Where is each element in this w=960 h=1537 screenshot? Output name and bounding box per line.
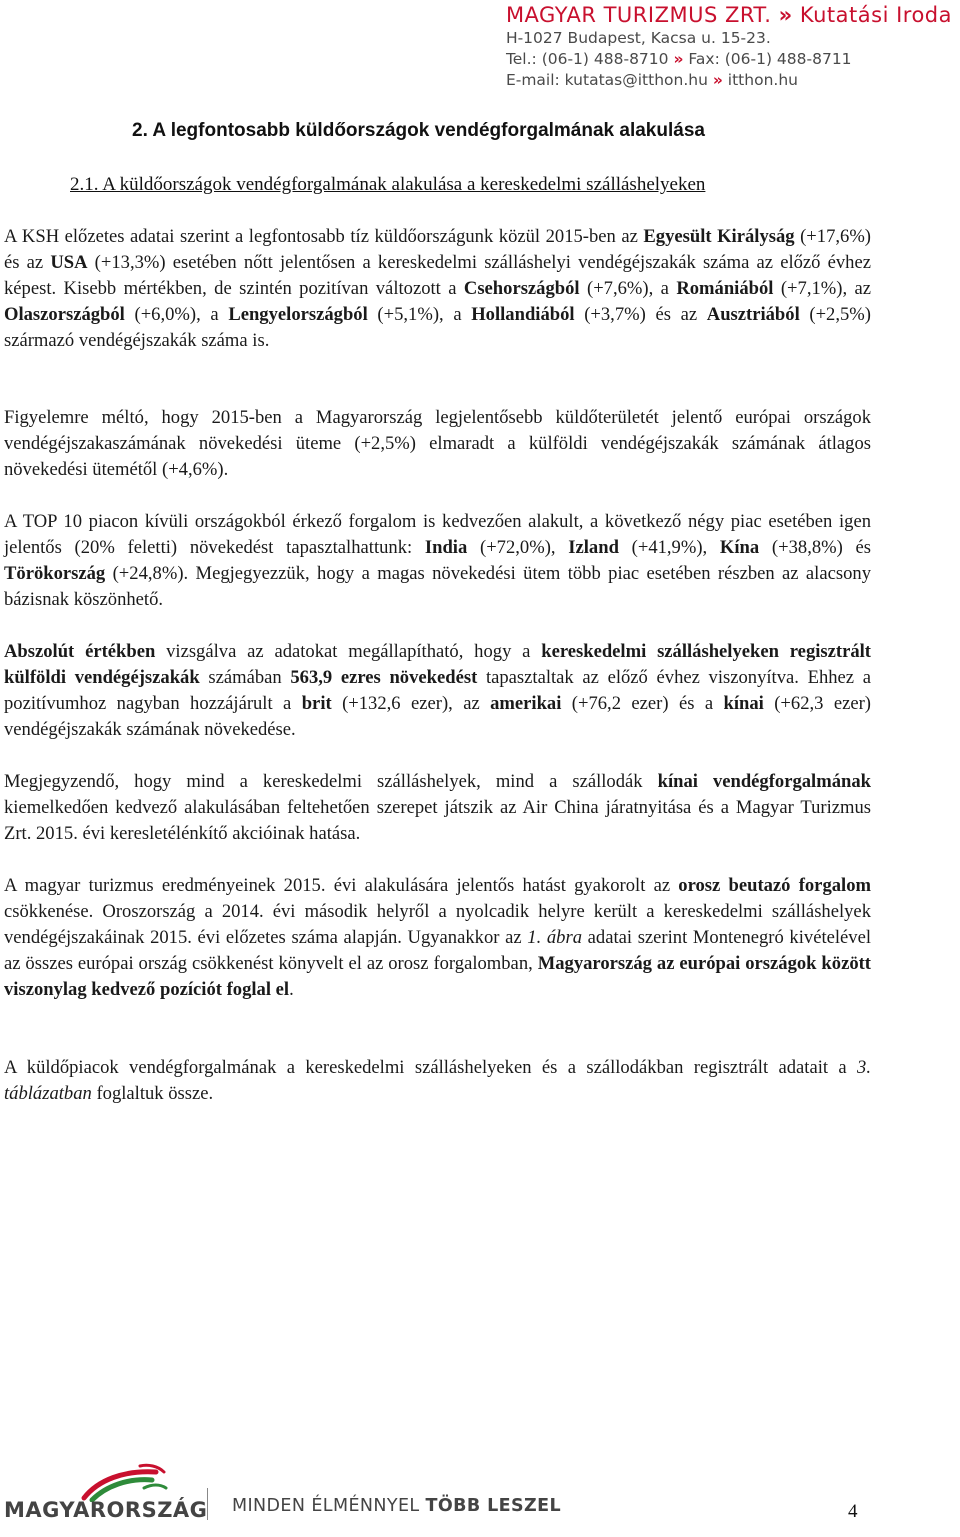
website-link[interactable]: itthon.hu — [727, 71, 798, 89]
phone: Tel.: (06-1) 488-8710 — [505, 50, 669, 68]
page-number: 4 — [848, 1501, 858, 1522]
magyarorszag-logo-icon — [78, 1462, 168, 1502]
text-run: foglaltuk össze. — [91, 1083, 214, 1104]
text-run: A küldőpiacok vendégforgalmának a kereskedelmi szálláshelyeken és a szállodákban regisztrált adatait a — [4, 1057, 858, 1078]
text-run: (+5,1%), a — [367, 304, 472, 325]
paragraph-1 — [4, 224, 871, 354]
text-run: (+17,6%) és az — [4, 226, 871, 273]
footer-slogan — [232, 1496, 561, 1516]
emphasis-bold: Egyesült Királyság — [643, 226, 795, 247]
text-run: (+38,8%) és — [759, 537, 872, 558]
letterhead-phone-line — [506, 49, 952, 70]
emphasis-bold: kínai vendégforgalmának — [657, 771, 871, 792]
text-run: adatai szerint Montenegró kivételével az összes európai ország csökkenést könyvelt el az orosz forgalomban, — [4, 927, 871, 974]
emphasis-bold: Abszolút értékben — [4, 641, 156, 662]
paragraph-6 — [4, 873, 871, 1003]
text-run: vizsgálva az adatokat megállapítható, hogy a — [155, 641, 542, 662]
emphasis-bold: Ausztriából — [706, 304, 800, 325]
letterhead-contact-line — [506, 70, 952, 91]
paragraph-2 — [4, 405, 871, 483]
emphasis-italic: 3. táblázatban — [4, 1057, 871, 1104]
text-run: (+3,7%) és az — [574, 304, 707, 325]
text-run: kiemelkedően kedvező alakulásában feltehetően szerepet játszik az Air China járatnyitása és a Magyar Turizmus Zrt. 2015. évi keresletélénkítő akcióinak hatása. — [4, 797, 871, 844]
emphasis-bold: Kína — [719, 537, 760, 558]
logo-wordmark: MAGYARORSZÁG — [4, 1498, 208, 1522]
text-run: (+2,5%) származó vendégéjszakák száma is. — [4, 304, 871, 351]
text-run: A TOP 10 piacon kívüli országokból érkező forgalom is kedvezően alakult, a következő négy piac esetében igen jelentős (20% feletti) növekedést tapasztalhattunk: — [4, 511, 871, 558]
emphasis-bold: Törökország — [4, 563, 106, 584]
emphasis-bold: USA — [50, 252, 88, 273]
emphasis-bold: orosz beutazó forgalom — [678, 875, 871, 896]
emphasis-bold: India — [424, 537, 468, 558]
emphasis-bold: 563,9 ezres növekedést — [290, 667, 478, 688]
text-run: számában — [199, 667, 291, 688]
emphasis-bold: Lengyelországból — [228, 304, 368, 325]
text-run: (+6,0%), a — [124, 304, 229, 325]
text-run: Figyelemre méltó, hogy 2015-ben a Magyarország legjelentősebb küldőterületét jelentő európai országok vendégéjszakaszámának növekedési üteme (+2,5%) elmaradt a külföldi vendégéjszakák számának átlagos növekedési ütemétől (+4,6%). — [4, 407, 871, 480]
paragraph-3 — [4, 509, 871, 613]
subsection-title: 2.1. A küldőországok vendégforgalmának alakulása a kereskedelmi szálláshelyeken — [70, 174, 706, 195]
text-run: (+132,6 ezer), az — [331, 693, 491, 714]
text-run: (+76,2 ezer) és a — [561, 693, 724, 714]
slogan-bold: TÖBB LESZEL — [425, 1496, 562, 1516]
page-footer — [0, 1460, 960, 1537]
text-run: (+62,3 ezer) vendégéjszakák számának növekedése. — [4, 693, 872, 740]
slogan-regular: MINDEN ÉLMÉNNYEL — [232, 1496, 420, 1516]
text-run: . — [289, 979, 294, 1000]
emphasis-italic: 1. ábra — [527, 927, 582, 948]
text-run: (+24,8%). Megjegyezzük, hogy a magas növekedési ütem több piac esetében részben az alacsony bázisnak köszönhető. — [4, 563, 871, 610]
text-run: (+7,6%), a — [579, 278, 677, 299]
text-run: tapasztaltak az előző évhez viszonyítva. Ehhez a pozitívumhoz nagyban hozzájárult a — [4, 667, 871, 714]
separator-icon: » — [712, 71, 723, 89]
letterhead-address: H-1027 Budapest, Kacsa u. 15-23. — [505, 29, 771, 47]
text-run: (+13,3%) esetében nőtt jelentősen a kereskedelmi szálláshelyi vendégéjszakák száma az előző évhez képest. Kisebb mértékben, de szintén pozitívan változott a — [4, 252, 871, 299]
emphasis-bold: Romániából — [676, 278, 774, 299]
text-run: (+72,0%), — [467, 537, 569, 558]
emphasis-bold: brit — [301, 693, 332, 714]
text-run: Megjegyzendő, hogy mind a kereskedelmi szálláshelyek, mind a szállodák — [4, 771, 658, 792]
footer-divider — [207, 1488, 208, 1520]
section-title: 2. A legfontosabb küldőországok vendégforgalmának alakulása — [132, 120, 705, 141]
emphasis-bold: amerikai — [490, 693, 562, 714]
text-run: A magyar turizmus eredményeinek 2015. évi alakulására jelentős hatást gyakorolt az — [4, 875, 679, 896]
emphasis-bold: kereskedelmi szálláshelyeken regisztrált külföldi vendégéjszakák — [4, 641, 871, 688]
emphasis-bold: Magyarország az európai országok között viszonylag kedvező pozíciót foglal el — [4, 953, 871, 1000]
fax: Fax: (06-1) 488-8711 — [688, 50, 852, 68]
emphasis-bold: Izland — [568, 537, 619, 558]
paragraph-5 — [4, 769, 871, 847]
org-name: MAGYAR TURIZMUS ZRT. — [505, 3, 772, 27]
text-run: csökkenése. Oroszország a 2014. évi második helyről a nyolcadik helyre került a kereskedelmi szálláshelyek vendégéjszakáinak 2015. évi előzetes száma alapján. Ugyanakkor az — [4, 901, 871, 948]
emphasis-bold: Olaszországból — [4, 304, 125, 325]
emphasis-bold: kínai — [723, 693, 764, 714]
email-link[interactable]: E-mail: kutatas@itthon.hu — [505, 71, 708, 89]
text-run: A KSH előzetes adatai szerint a legfontosabb tíz küldőországunk közül 2015-ben az — [4, 226, 644, 247]
text-run: (+41,9%), — [618, 537, 720, 558]
paragraph-7 — [4, 1055, 871, 1107]
emphasis-bold: Hollandiából — [471, 304, 575, 325]
org-unit: Kutatási Iroda — [799, 3, 952, 27]
letterhead — [506, 2, 952, 91]
separator-icon: » — [673, 50, 684, 68]
text-run: (+7,1%), az — [773, 278, 871, 299]
letterhead-org-line — [506, 2, 952, 28]
separator-icon: » — [778, 3, 793, 27]
paragraph-4 — [4, 639, 871, 743]
emphasis-bold: Csehországból — [463, 278, 580, 299]
